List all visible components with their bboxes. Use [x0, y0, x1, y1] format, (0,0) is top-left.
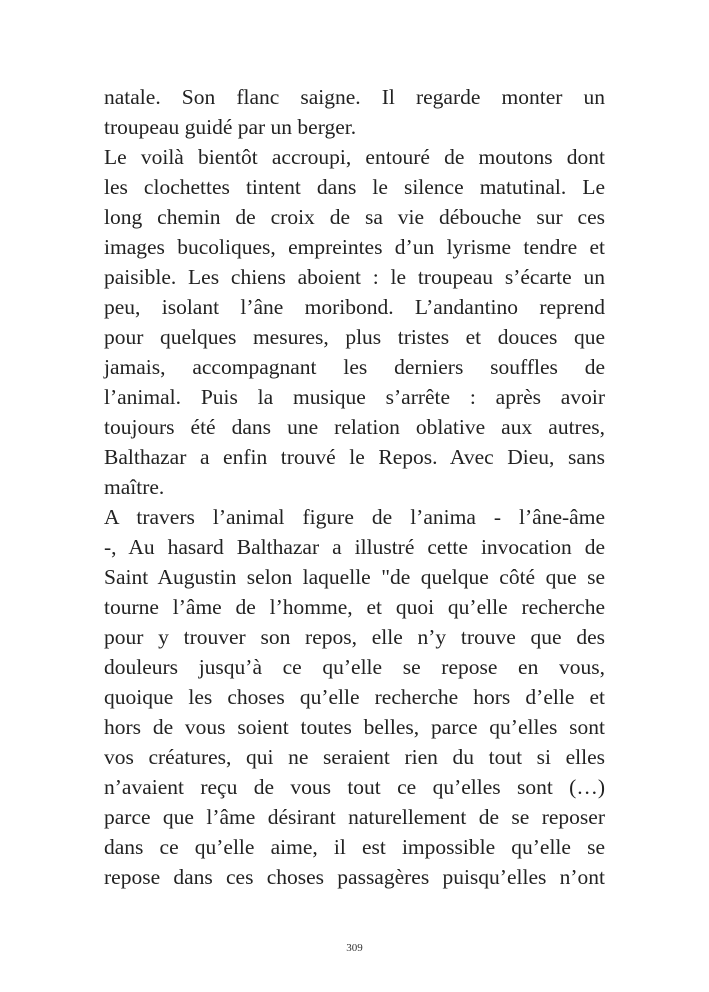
- text-line: natale. Son flanc saigne. Il regarde monter un: [104, 85, 605, 109]
- body-text: [104, 82, 605, 892]
- text-line: Le voilà bientôt accroupi, entouré de moutons dont: [104, 145, 605, 169]
- text-line: douleurs jusqu’à ce qu’elle se repose en vous,: [104, 655, 605, 679]
- text-line: pour y trouver son repos, elle n’y trouve que des: [104, 625, 605, 649]
- text-line: long chemin de croix de sa vie débouche sur ces: [104, 205, 605, 229]
- text-line: A travers l’animal figure de l’anima - l’âne-âme: [104, 505, 605, 529]
- text-line: -, Au hasard Balthazar a illustré cette invocation de: [104, 535, 605, 559]
- text-line: tourne l’âme de l’homme, et quoi qu’elle recherche: [104, 595, 605, 619]
- text-line: paisible. Les chiens aboient : le troupeau s’écarte un: [104, 265, 605, 289]
- text-line: hors de vous soient toutes belles, parce qu’elles sont: [104, 715, 605, 739]
- text-line: Balthazar a enfin trouvé le Repos. Avec Dieu, sans: [104, 445, 605, 469]
- text-line: repose dans ces choses passagères puisqu’elles n’ont: [104, 865, 605, 889]
- text-line: l’animal. Puis la musique s’arrête : après avoir: [104, 385, 605, 409]
- text-line: n’avaient reçu de vous tout ce qu’elles sont (…): [104, 775, 605, 799]
- page-number: 309: [346, 942, 363, 954]
- text-line: pour quelques mesures, plus tristes et douces que: [104, 325, 605, 349]
- text-line: jamais, accompagnant les derniers souffles de: [104, 355, 605, 379]
- text-line: maître.: [104, 475, 165, 499]
- text-line: les clochettes tintent dans le silence matutinal. Le: [104, 175, 605, 199]
- text-line: peu, isolant l’âne moribond. L’andantino reprend: [104, 295, 605, 319]
- text-line: troupeau guidé par un berger.: [104, 115, 357, 139]
- text-line: vos créatures, qui ne seraient rien du tout si elles: [104, 745, 605, 769]
- text-line: images bucoliques, empreintes d’un lyrisme tendre et: [104, 235, 605, 259]
- text-line: parce que l’âme désirant naturellement de se reposer: [104, 805, 605, 829]
- text-line: Saint Augustin selon laquelle "de quelque côté que se: [104, 565, 605, 589]
- text-line: dans ce qu’elle aime, il est impossible qu’elle se: [104, 835, 605, 859]
- text-line: quoique les choses qu’elle recherche hors d’elle et: [104, 685, 605, 709]
- text-line: toujours été dans une relation oblative aux autres,: [104, 415, 605, 439]
